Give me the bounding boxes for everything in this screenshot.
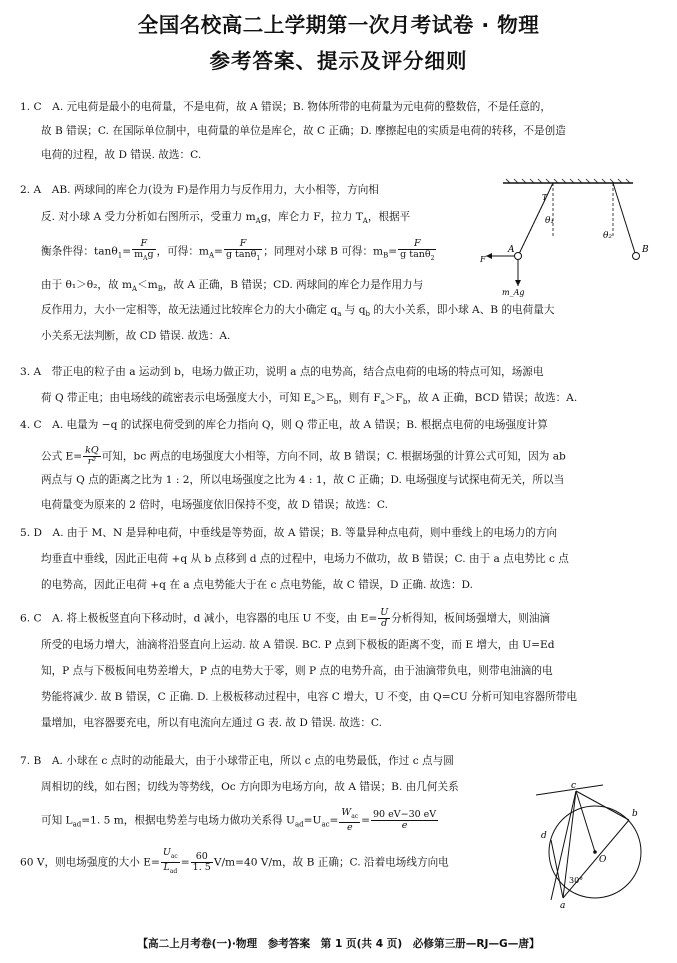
point-b-label: b <box>632 809 638 819</box>
q3-line1: 3. A 带正电的粒子由 a 运动到 b，电场力做正功，说明 a 点的电势高，结合点电荷的电场的特点可知，场源电 <box>20 366 544 378</box>
q7-frac4: $\frac{60}{1. 5}$ <box>192 850 211 873</box>
q7-line2: 周相切的线，如右图；切线为等势线，Oc 方向即为电场方向，故 A 错误；B. 由几何关系 <box>41 781 459 793</box>
theta1-label: θ₁ <box>545 216 555 226</box>
q7-frac3: $\frac{U_{ac}}{L_{ad}}$ <box>162 847 178 875</box>
q2-line2: 反. 对小球 A 受力分析如右图所示，受重力 $m_Ag$，库仑力 F，拉力 $T_A$，根据平 <box>41 211 411 226</box>
tension-label: T <box>542 193 548 202</box>
q1-line1: 1. C A. 元电荷是最小的电荷量，不是电荷，故 A 错误；B. 物体所带的电荷量为元电荷的整数倍，不是任意的， <box>20 101 551 113</box>
q3-line2: 荷 Q 带正电；由电场线的疏密表示电场强度大小，可知 $E_a>E_b$，则有 $F_a>F_b$，故 A 正确，BCD 错误；故选：A. <box>41 392 578 407</box>
q6-line5: 量增加，电容器要充电，所以有电流向左通过 G 表. 故 D 错误. 故选：C. <box>41 717 383 729</box>
q7-circle-diagram <box>533 780 663 910</box>
q6-line1: 6. C A. 将上极板竖直向下移动时，d 减小，电容器的电压 U 不变，由 E= $\frac{U}{d}$ 分析得知，板间场强增大，则油滴 <box>20 607 551 629</box>
center-o-label: O <box>599 855 607 865</box>
q7-line1: 7. B A. 小球在 c 点时的动能最大，由于小球带正电，所以 c 点的电势最低，作过 c 点与圆 <box>20 755 454 767</box>
ball-b-label: B <box>642 245 649 255</box>
page-subtitle: 参考答案、提示及评分细则 <box>209 49 468 73</box>
q1-line3: 电荷的过程，故 D 错误. 故选：C. <box>41 149 202 161</box>
q5-line1: 5. D A. 由于 M、N 是异种电荷，中垂线是等势面，故 A 错误；B. 等量异种点电荷，则中垂线上的电场力的方向 <box>20 527 558 539</box>
q1-line2: 故 B 错误；C. 在国际单位制中，电荷量的单位是库仑，故 C 正确；D. 摩擦起电的实质是电荷的转移，不是创造 <box>41 125 566 137</box>
q4-line1: 4. C A. 电量为 −q 的试探电荷受到的库仑力指向 Q，则 Q 带正电，故 A 错误；B. 根据点电荷的电场强度计算 <box>20 419 548 431</box>
q2-frac3: $\frac{F}{g \tan\theta_2}$ <box>400 238 435 262</box>
page-title: 全国名校高二上学期第一次月考试卷 · 物理 <box>137 13 540 37</box>
angle-label: 30° <box>569 876 584 885</box>
page-footer: 【高二上月考卷(一)·物理 参考答案 第 1 页(共 4 页) 必修第三册—RJ—G—唐】 <box>137 938 540 950</box>
q4-frac: $\frac{kQ}{\text{r²}}$ <box>85 445 99 467</box>
q5-line2: 均垂直中垂线，因此正电荷 +q 从 b 点移到 d 点的过程中，电场力不做功，故 B 错误；C. 由于 a 点电势比 c 点 <box>41 553 569 565</box>
q2-frac1: $\frac{F}{m_Ag}$ <box>134 238 154 262</box>
ball-a-label: A <box>508 245 515 255</box>
q7-line3: 可知 $L_{ad}=1$. 5 m，根据电势差与电场力做功关系得 $U_{ad}=U_{ac}=$ $\frac{W_{ac}}{e}$ = $\frac{90 eV-30 eV}{e}$ <box>41 807 437 833</box>
q4-line2: 公式 E= $\frac{kQ}{\text{r²}}$ 可知，bc 两点的电场强度大小相等，方向不同，故 B 错误；C. 根据场强的计算公式可知，因为 ab <box>41 445 566 467</box>
point-a-label: a <box>560 901 566 910</box>
q7-line4: 60 V，则电场强度的大小 E= $\frac{U_{ac}}{L_{ad}}$ = $\frac{60}{1. 5}$ V/m=40 V/m，故 B 正确；C. 沿着电场线方向电 <box>20 847 449 875</box>
q2-line5: 反作用力，大小一定相等，故无法通过比较库仑力的大小确定 $q_a$ 与 $q_b$ 的大小关系，即小球 A、B 的电荷量大 <box>41 304 555 319</box>
q6-frac: $\frac{U}{d}$ <box>380 607 389 629</box>
q4-line4: 电荷量变为原来的 2 倍时，电场强度依旧保持不变，故 D 错误；故选：C. <box>41 499 389 511</box>
q2-force-diagram <box>478 178 658 300</box>
gravity-label: m_Ag <box>502 288 525 297</box>
theta2-label: θ₂ <box>603 231 613 241</box>
q7-frac2: $\frac{90 eV-30 eV}{e}$ <box>373 808 437 831</box>
force-f-label: F <box>480 255 486 264</box>
q2-line6: 小关系无法判断，故 CD 错误. 故选：A. <box>41 330 231 342</box>
q2-frac2: $\frac{F}{g \tan\theta_1}$ <box>225 238 261 262</box>
q6-line4: 势能将减少. 故 B 错误，C 正确. D. 上极板移动过程中，电容 C 增大，U 不变，由 Q=CU 分析可知电容器所带电 <box>41 691 577 703</box>
point-c-label: c <box>571 781 577 791</box>
point-d-label: d <box>541 831 547 841</box>
q6-line2: 所受的电场力增大，油滴将沿竖直向上运动. 故 A 错误. BC. P 点到下极板的距离不变，而 E 增大，由 U=Ed <box>41 639 555 651</box>
q2-line1: 2. A AB. 两球间的库仑力(设为 F)是作用力与反作用力，大小相等，方向相 <box>20 184 379 196</box>
q4-line3: 两点与 Q 点的距离之比为 1 : 2，所以电场强度之比为 4 : 1，故 C 正确；D. 电场强度与试探电荷无关，所以当 <box>41 474 565 486</box>
q2-line4: 由于 θ₁＞θ₂，故 $m_A<m_B$，故 A 正确，B 错误；CD. 两球间的库仑力是作用力与 <box>41 279 424 294</box>
q2-line3: 衡条件得：tanθ$_1$= $\frac{F}{m_Ag}$ ，可得：$m_A=$ $\frac{F}{g \tan\theta_1}$ ；同理对小球 B 可得：$m_B=$ $\frac{F}{g \tan\theta_2}$ <box>41 238 435 262</box>
q5-line3: 的电势高，因此正电荷 +q 在 a 点电势能大于在 c 点电势能，故 C 错误，D 正确. 故选：D. <box>41 579 474 591</box>
q7-frac1: $\frac{W_{ac}}{e}$ <box>341 807 359 833</box>
q6-line3: 知，P 点与下极板间电势差增大，P 点的电势大于零，则 P 点的电势升高，由于油滴带负电，则带电油滴的电 <box>41 665 553 677</box>
